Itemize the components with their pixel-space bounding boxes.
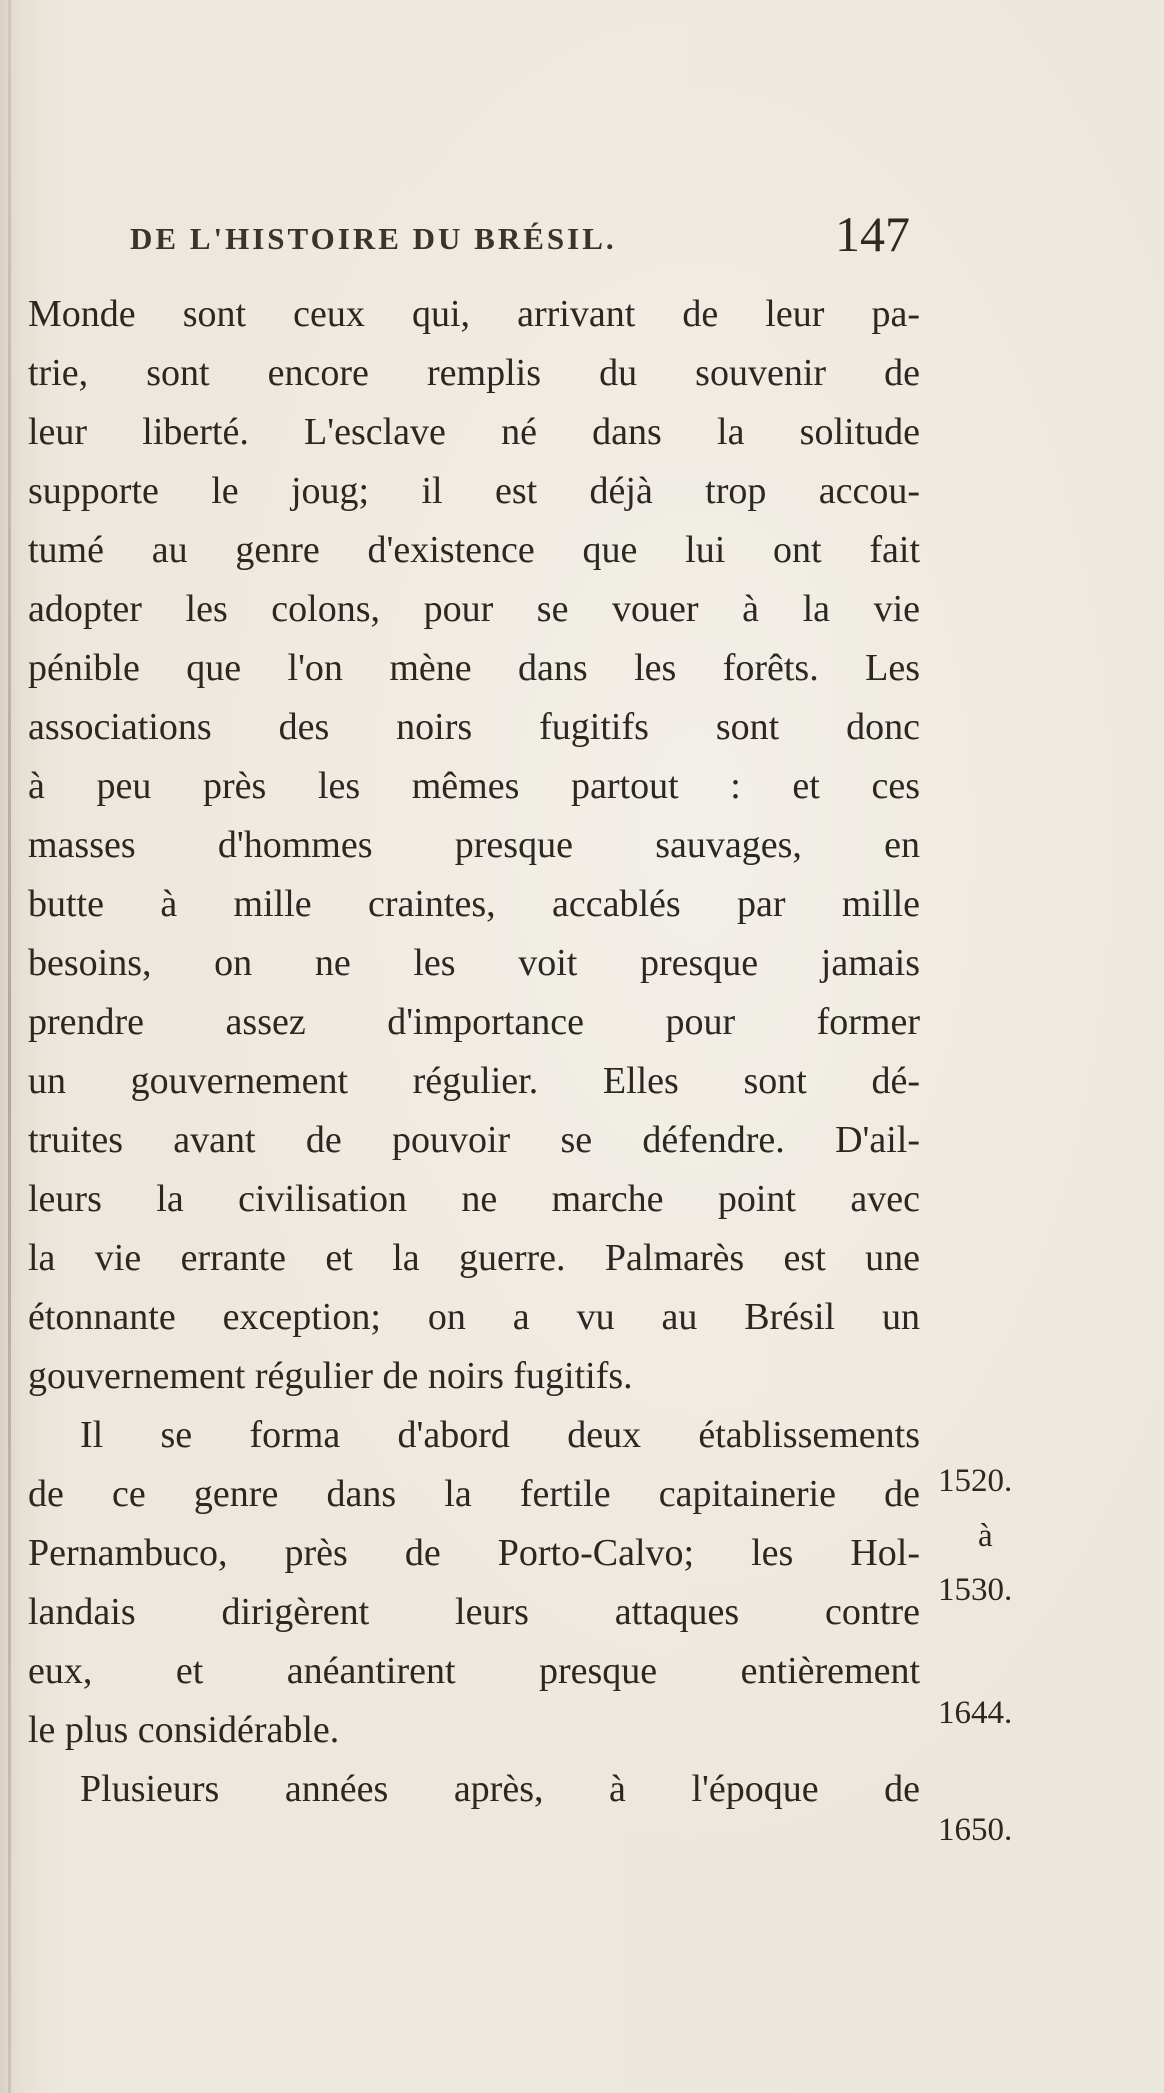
text-line: associations des noirs fugitifs sont donc bbox=[28, 706, 920, 748]
text-line: besoins, on ne les voit presque jamais bbox=[28, 942, 920, 984]
page-header bbox=[130, 205, 910, 275]
text-line: un gouvernement régulier. Elles sont dé- bbox=[28, 1060, 920, 1102]
margin-date-1530: 1530. bbox=[938, 1572, 1013, 1608]
body-text bbox=[28, 285, 920, 1819]
text-line: étonnante exception; on a vu au Brésil un bbox=[28, 1296, 920, 1338]
text-line: trie, sont encore remplis du souvenir de bbox=[28, 352, 920, 394]
text-line: supporte le joug; il est déjà trop accou- bbox=[28, 470, 920, 512]
text-line: la vie errante et la guerre. Palmarès est une bbox=[28, 1237, 920, 1279]
paragraph-start-line: Il se forma d'abord deux établissements bbox=[80, 1414, 920, 1456]
text-line: leur liberté. L'esclave né dans la solitude bbox=[28, 411, 920, 453]
text-line: truites avant de pouvoir se défendre. D'ail- bbox=[28, 1119, 920, 1161]
running-head: DE L'HISTOIRE DU BRÉSIL. bbox=[130, 221, 617, 256]
text-line: butte à mille craintes, accablés par mille bbox=[28, 883, 920, 925]
text-line: adopter les colons, pour se vouer à la vie bbox=[28, 588, 920, 630]
text-line: prendre assez d'importance pour former bbox=[28, 1001, 920, 1043]
margin-date-1650: 1650. bbox=[938, 1812, 1013, 1848]
text-line: eux, et anéantirent presque entièrement bbox=[28, 1650, 920, 1692]
text-line: tumé au genre d'existence que lui ont fait bbox=[28, 529, 920, 571]
text-line: pénible que l'on mène dans les forêts. Les bbox=[28, 647, 920, 689]
text-line: Pernambuco, près de Porto-Calvo; les Hol- bbox=[28, 1532, 920, 1574]
paragraph-start-line: Plusieurs années après, à l'époque de bbox=[80, 1768, 920, 1810]
text-line: Monde sont ceux qui, arrivant de leur pa- bbox=[28, 293, 920, 335]
text-line: landais dirigèrent leurs attaques contre bbox=[28, 1591, 920, 1633]
text-line: leurs la civilisation ne marche point avec bbox=[28, 1178, 920, 1220]
margin-date-connector: à bbox=[978, 1518, 993, 1554]
margin-date-1644: 1644. bbox=[938, 1695, 1013, 1731]
text-line: de ce genre dans la fertile capitainerie de bbox=[28, 1473, 920, 1515]
page-gutter-shadow bbox=[8, 0, 11, 2093]
text-line: le plus considérable. bbox=[28, 1709, 340, 1751]
text-line: à peu près les mêmes partout : et ces bbox=[28, 765, 920, 807]
text-line: gouvernement régulier de noirs fugitifs. bbox=[28, 1355, 633, 1397]
page-number: 147 bbox=[835, 206, 910, 262]
text-line: masses d'hommes presque sauvages, en bbox=[28, 824, 920, 866]
margin-date-1520: 1520. bbox=[938, 1463, 1013, 1499]
